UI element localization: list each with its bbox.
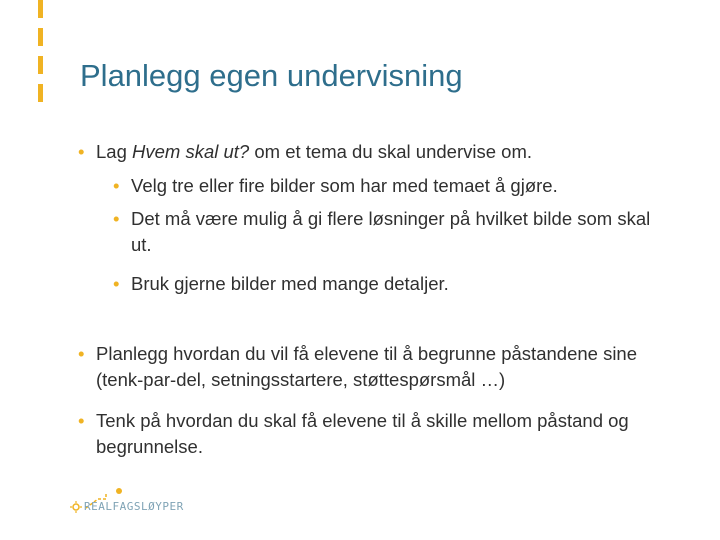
slide-title: Planlegg egen undervisning bbox=[80, 58, 463, 93]
bullet-item bbox=[113, 173, 651, 199]
bullet-item bbox=[78, 341, 681, 393]
bullet-item bbox=[113, 206, 651, 258]
bullet-item bbox=[113, 271, 651, 297]
bullet-text: Planlegg hvordan du vil få elevene til å begrunne påstandene sine (tenk-par-del, setningsstartere, støttespørsmål …) bbox=[96, 343, 638, 390]
bullet-dot-icon: • bbox=[78, 343, 85, 364]
bullet-item bbox=[78, 408, 681, 460]
bullet-dot-icon: • bbox=[78, 410, 85, 431]
bullet-text: Velg tre eller fire bilder som har med temaet å gjøre. bbox=[131, 175, 558, 196]
bullet-text-italic: Hvem skal ut? bbox=[132, 141, 250, 162]
accent-dashed-line bbox=[38, 0, 43, 112]
bullet-dot-icon: • bbox=[78, 141, 85, 162]
bullet-dot-icon: • bbox=[113, 273, 120, 294]
realfagsloyper-logo bbox=[68, 486, 198, 526]
bullet-text: om et tema du skal undervise om. bbox=[249, 141, 533, 162]
bullet-dot-icon: • bbox=[113, 208, 120, 229]
bullet-text: Tenk på hvordan du skal få elevene til å skille mellom påstand og begrunnelse. bbox=[96, 410, 629, 457]
bullet-item bbox=[78, 139, 681, 165]
bullet-text: Bruk gjerne bilder med mange detaljer. bbox=[131, 273, 449, 294]
bullet-text: Det må være mulig å gi flere løsninger på hvilket bilde som skal ut. bbox=[131, 208, 651, 255]
logo-text: REALFAGSLØYPER bbox=[84, 500, 184, 513]
bullet-dot-icon: • bbox=[113, 175, 120, 196]
bullet-text: Lag bbox=[96, 141, 133, 162]
